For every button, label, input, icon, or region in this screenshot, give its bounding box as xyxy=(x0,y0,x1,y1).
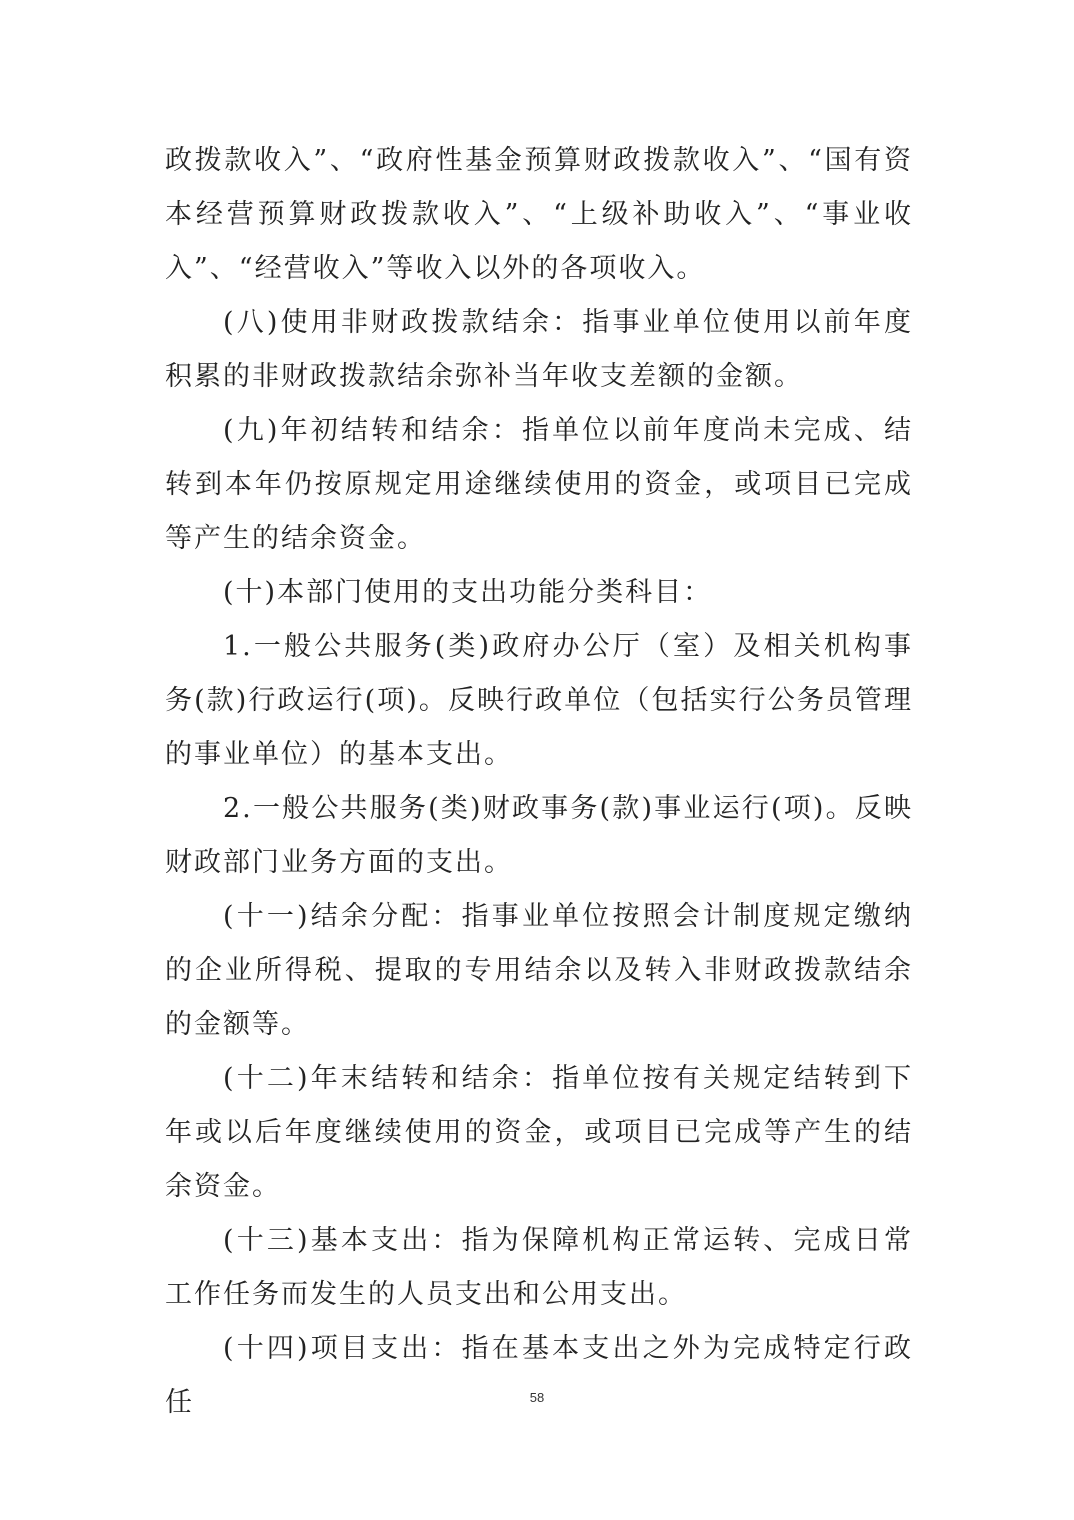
paragraph-item-13: (十三)基本支出：指为保障机构正常运转、完成日常工作任务而发生的人员支出和公用支出。 xyxy=(165,1225,913,1310)
paragraph-continuation-income: 政拨款收入”、“政府性基金预算财政拨款收入”、“国有资本经营预算财政拨款收入”、“上级补助收入”、“事业收入”、“经营收入”等收入以外的各项收入。 xyxy=(165,145,913,284)
paragraph-item-14: (十四)项目支出：指在基本支出之外为完成特定行政任 xyxy=(165,1333,913,1418)
page-number: 58 xyxy=(529,1390,545,1405)
paragraph-item-8: (八)使用非财政拨款结余：指事业单位使用以前年度积累的非财政拨款结余弥补当年收支差额的金额。 xyxy=(165,307,913,392)
paragraph-item-9: (九)年初结转和结余：指单位以前年度尚未完成、结转到本年仍按原规定用途继续使用的资金，或项目已完成等产生的结余资金。 xyxy=(165,415,913,554)
paragraph-item-11: (十一)结余分配：指事业单位按照会计制度规定缴纳的企业所得税、提取的专用结余以及转入非财政拨款结余的金额等。 xyxy=(165,901,913,1040)
document-body xyxy=(165,134,913,1430)
paragraph-item-12: (十二)年末结转和结余：指单位按有关规定结转到下年或以后年度继续使用的资金，或项目已完成等产生的结余资金。 xyxy=(165,1063,913,1202)
paragraph-subitem-1: 1.一般公共服务(类)政府办公厅（室）及相关机构事务(款)行政运行(项)。反映行政单位（包括实行公务员管理的事业单位）的基本支出。 xyxy=(165,631,913,770)
paragraph-subitem-2: 2.一般公共服务(类)财政事务(款)事业运行(项)。反映财政部门业务方面的支出。 xyxy=(165,793,913,878)
paragraph-item-10: (十)本部门使用的支出功能分类科目： xyxy=(223,577,713,608)
